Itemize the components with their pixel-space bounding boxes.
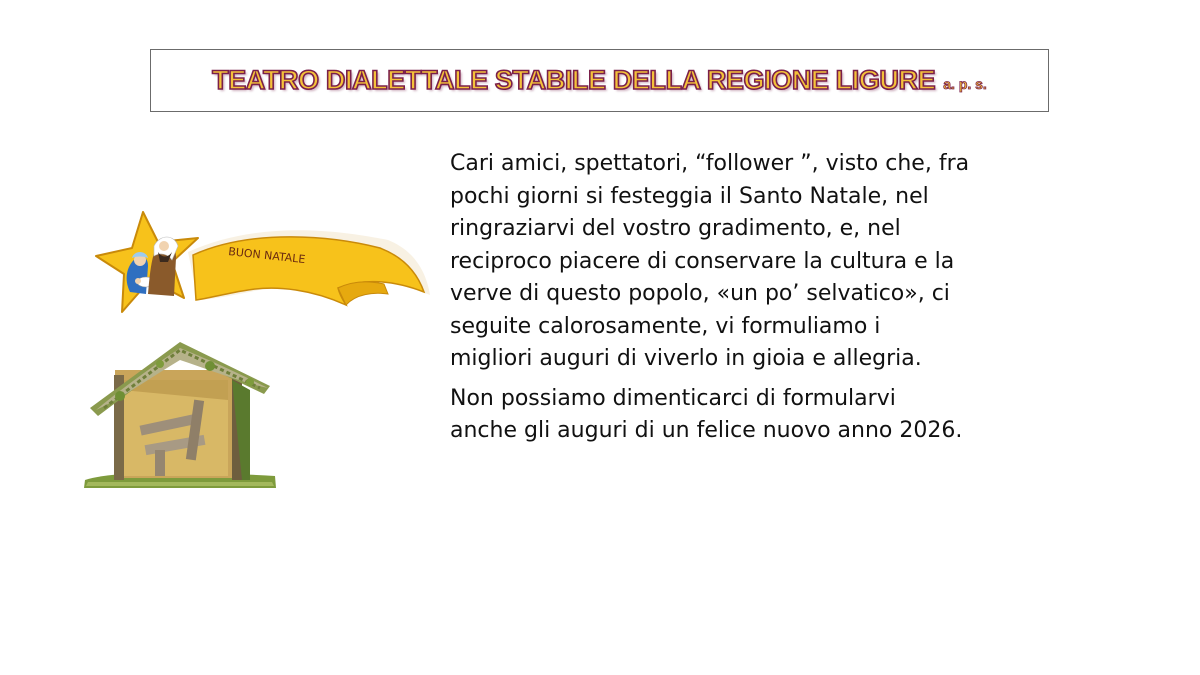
message-paragraph-1: Cari amici, spettatori, “follower ”, visto che, fra pochi giorni si festeggia il Santo Natale, nel ringraziarvi del vostro gradimento, e, nel reciproco piacere di conservare la cultura e la verve di questo popolo, «un po’ selvatico», ci seguite calorosamente, vi formuliamo i migliori auguri di viverlo in gioia e allegria.	[450, 151, 970, 371]
greeting-message	[450, 148, 1065, 455]
banner-text: BUON NATALE	[227, 245, 306, 267]
title-banner	[150, 49, 1049, 112]
page-title: TEATRO DIALETTALE STABILE DELLA REGIONE LIGURE	[212, 65, 936, 95]
message-paragraph-2: Non possiamo dimenticarci di formularvi anche gli auguri di un felice nuovo anno 2026.	[450, 385, 963, 443]
christmas-star-icon	[88, 200, 433, 325]
nativity-hut-icon	[80, 330, 280, 490]
title-suffix: a. p. s.	[943, 75, 987, 92]
